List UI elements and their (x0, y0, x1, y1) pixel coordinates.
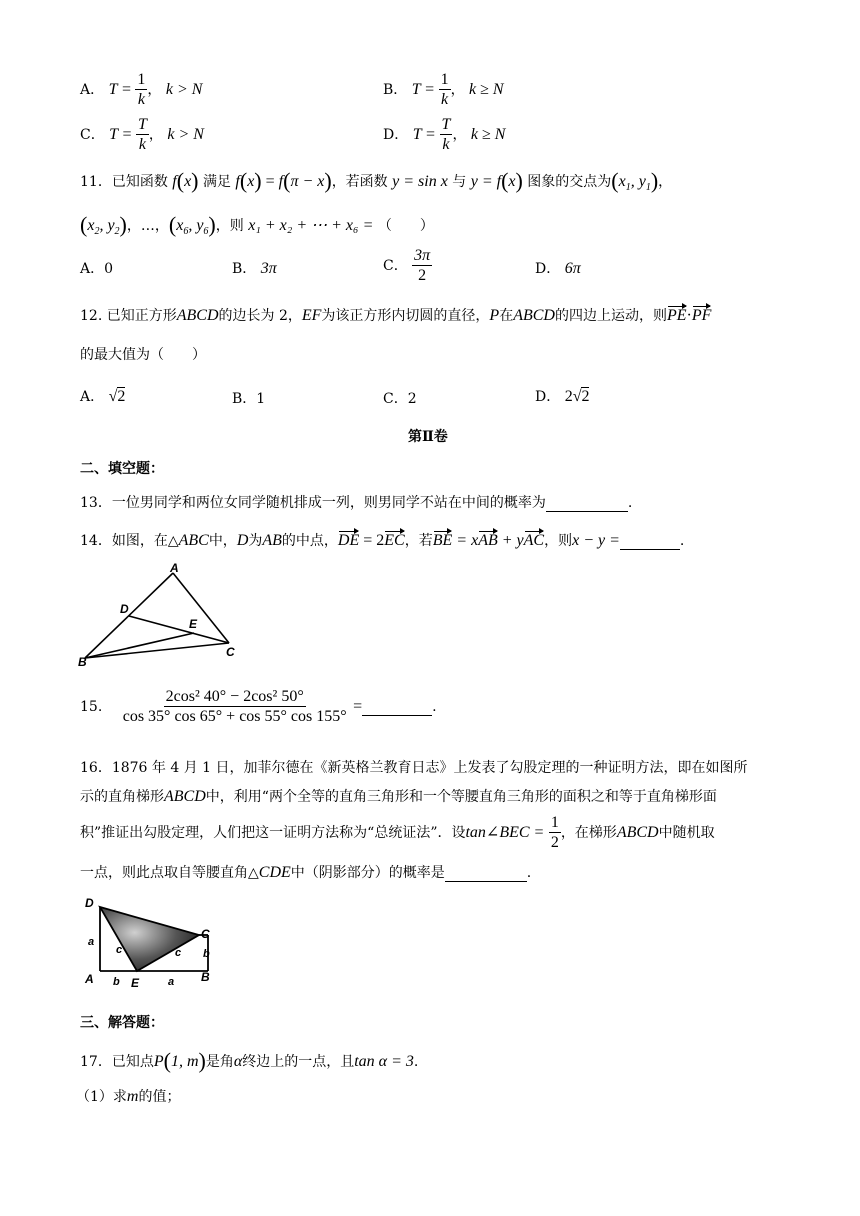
fig16-side-b-right: b (203, 948, 210, 960)
q17-sub1: （1）求m的值； (76, 1088, 181, 1105)
q10-option-d: D． T = $\frac{T}{k}$ ， k ≥ N (383, 116, 506, 153)
fig16-side-a-left: a (88, 936, 95, 948)
q12-line1: 12. 已知正方形ABCD的边长为 2，EF为该正方形内切圆的直径，P在ABCD的四边上运动，则PE·PF (80, 307, 712, 324)
q10-option-b: B． T = $\frac{1}{k}$ ， k ≥ N (383, 71, 504, 108)
q10-c-fraction: $\frac{T}{k}$ (138, 116, 147, 153)
q11-option-c: C． $\frac{3\pi}{2}$ (383, 247, 431, 284)
q10-option-c: C． T = $\frac{T}{k}$ ， k > N (80, 116, 204, 153)
q11-c-fraction: $\frac{3\pi}{2}$ (414, 247, 431, 284)
q12-option-b: B．1 (232, 391, 266, 407)
q16-fraction: $\frac{1}{2}$ (550, 814, 559, 851)
q11-option-b: B． 3π (232, 260, 277, 277)
q16-line3: 积”推证出勾股定理，人们把这一证明方法称为“总统证法”．设tan∠BEC = $\frac{1}{2}$ ，在梯形ABCD中随机取 (80, 814, 715, 851)
q11-option-d: D． 6π (535, 260, 581, 277)
q10-d-fraction: $\frac{T}{k}$ (441, 116, 451, 153)
q16-line4: 一点，则此点取自等腰直角△CDE中（阴影部分）的概率是 . (80, 864, 532, 881)
q17: 17．已知点P(1, m)是角α终边上的一点，且tan α = 3. (80, 1048, 419, 1073)
q13-answer-blank[interactable] (546, 495, 628, 512)
fig16-shaded-triangle (100, 907, 199, 971)
q15: 15. $\frac{\text{2cos² 40° − 2cos² 50°}}{\cos 35^\circ \cos 65^\circ + \cos 55^\circ \cos 155^\circ}$ = . (80, 688, 437, 725)
q12-option-d: D． 2√2 (535, 388, 590, 405)
fig14-label-d: D (120, 602, 129, 616)
fig14-label-a: A (170, 563, 179, 575)
q11-line1: 11．已知函数 f(x) 满足 f(x) = f(π − x)，若函数 y = sin x 与 y = f(x) 图象的交点为($x_1$, $y_1$)， (80, 168, 673, 194)
q14-answer-blank[interactable] (620, 533, 680, 550)
fig16-label-b: B (201, 970, 210, 984)
q10-b-fraction: $\frac{1}{k}$ (440, 71, 449, 108)
q12-line2: 的最大值为（ ） (80, 347, 206, 363)
fig16-side-a-bottom: a (168, 976, 175, 988)
fig16-label-d: D (85, 896, 94, 910)
fig16-label-a: A (85, 972, 94, 986)
q15-fraction: $\frac{\text{2cos² 40° − 2cos² 50°}}{\cos 35^\circ \cos 65^\circ + \cos 55^\circ \cos 155^\circ}$ (122, 688, 347, 725)
q12-option-c: C．2 (383, 391, 417, 407)
q16-line1: 16．1876 年 4 月 1 日，加菲尔德在《新英格兰教育日志》上发表了勾股定理的一种证明方法，即在如图所 (80, 760, 748, 776)
part-3-heading: 三、解答题： (80, 1015, 164, 1031)
section-2-title: 第Ⅱ卷 (408, 429, 448, 445)
fig14-label-c: C (226, 645, 235, 659)
part-2-heading: 二、填空题： (80, 461, 164, 477)
q14-triangle-figure (76, 563, 251, 669)
fig14-label-e: E (189, 617, 198, 631)
fig14-label-b: B (78, 655, 87, 669)
q16-trapezoid-figure (80, 893, 225, 993)
fig16-side-c-right: c (175, 947, 182, 959)
q11-option-a: A．0 (80, 261, 114, 277)
q11-line2: ($x_2$, $y_2$)，…，($x_6$, $y_6$)，则 x₁ + x₂ + ⋯ + x₆ = （ ） (80, 212, 434, 238)
q12-option-a: A． √2 (80, 388, 126, 405)
fig16-label-e: E (131, 976, 140, 990)
fig16-side-c-left: c (116, 944, 123, 956)
q10-a-fraction: $\frac{1}{k}$ (137, 71, 146, 108)
q15-answer-blank[interactable] (362, 699, 432, 716)
q10-option-a: A． T = $\frac{1}{k}$ ， k > N (80, 71, 203, 108)
q14: 14．如图，在△ABC中，D为AB的中点，DE = 2EC，若BE = xAB + yAC，则x − y = . (80, 532, 685, 549)
q16-line2: 示的直角梯形ABCD中，利用“两个全等的直角三角形和一个等腰直角三角形的面积之和等于直角梯形面 (80, 788, 717, 805)
q13: 13．一位男同学和两位女同学随机排成一列，则男同学不站在中间的概率为 . (80, 495, 633, 511)
fig16-label-c: C (201, 927, 210, 941)
fig16-side-b-bottom: b (113, 976, 120, 988)
q16-answer-blank[interactable] (445, 865, 527, 882)
